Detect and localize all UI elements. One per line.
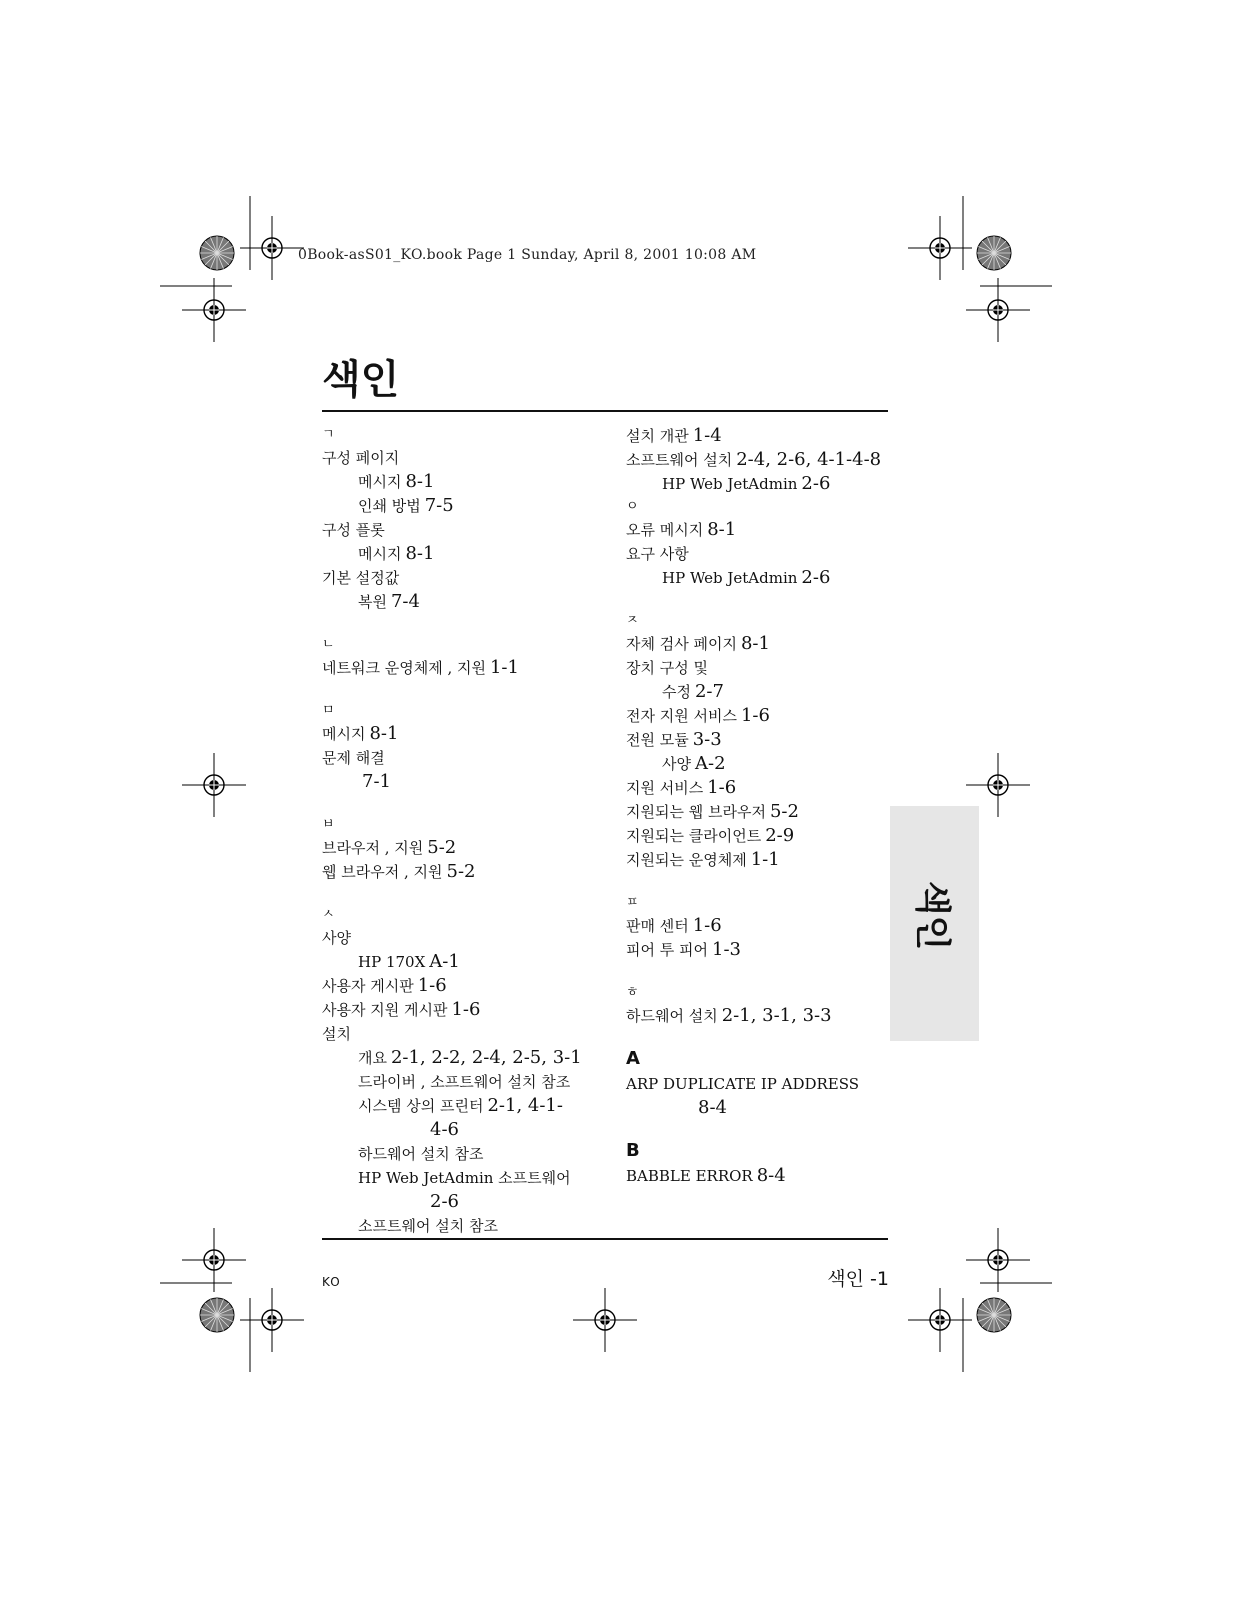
index-entry [322, 1070, 602, 1094]
index-page-ref: 5-2 [769, 801, 799, 822]
index-entry [322, 590, 602, 614]
title-rule [322, 410, 888, 412]
index-entry [626, 448, 896, 472]
index-entry [322, 860, 602, 884]
index-term: 수정 [662, 683, 691, 701]
index-entry [626, 914, 896, 938]
index-page-ref: 8-1 [740, 633, 770, 654]
index-page-ref: 2-1, 4-1- [487, 1095, 563, 1116]
index-page-ref: 2-9 [765, 825, 795, 846]
page-title: 색인 [322, 357, 400, 403]
index-page-ref: 1-6 [451, 999, 481, 1020]
print-stamp: 0Book-asS01_KO.book Page 1 Sunday, April 8, 2001 10:08 AM [298, 247, 757, 263]
index-entry [322, 950, 602, 974]
index-term: BABBLE ERROR [626, 1167, 753, 1185]
index-term: 네트워크 운영체제 , 지원 [322, 659, 486, 677]
index-term: 피어 투 피어 [626, 941, 708, 959]
index-entry [626, 472, 896, 496]
index-entry [322, 566, 602, 590]
index-entry [322, 1166, 602, 1190]
index-term: 전원 모듈 [626, 731, 689, 749]
index-term: 지원되는 클라이언트 [626, 827, 762, 845]
index-entry [322, 1214, 602, 1238]
index-entry [626, 656, 896, 680]
index-letter-heading: ㅂ [322, 817, 335, 832]
index-term: 브라우저 , 지원 [322, 839, 424, 857]
index-term: HP Web JetAdmin [662, 475, 798, 493]
index-term: 지원되는 운영체제 [626, 851, 747, 869]
index-term: 판매 센터 [626, 917, 689, 935]
index-page-ref: 1-6 [417, 975, 447, 996]
index-page-ref: A-2 [694, 753, 726, 774]
index-entry [322, 656, 602, 680]
index-letter-heading: ㄱ [322, 427, 335, 442]
index-letter-heading: ㅍ [626, 895, 639, 910]
index-entry [626, 824, 896, 848]
index-page-ref: 2-1, 3-1, 3-3 [721, 1005, 832, 1026]
index-term: 메시지 [358, 473, 402, 491]
index-entry [626, 728, 896, 752]
index-entry [322, 926, 602, 950]
index-column-right [626, 424, 896, 1188]
index-entry [626, 704, 896, 728]
index-entry [322, 446, 602, 470]
index-letter-heading: ㅎ [626, 985, 639, 1000]
index-page-ref: 2-4, 2-6, 4-1-4-8 [736, 449, 882, 470]
index-page-ref: 7-5 [424, 495, 454, 516]
index-term: 하드웨어 설치 [626, 1007, 718, 1025]
index-term: 메시지 [322, 725, 366, 743]
index-page-ref: 8-1 [369, 723, 399, 744]
index-page-ref: 2-6 [801, 473, 831, 494]
index-page-ref: 2-6 [801, 567, 831, 588]
index-term: 소프트웨어 설치 [626, 451, 733, 469]
index-letter-heading: ㅅ [322, 907, 335, 922]
index-term: 구성 페이지 [322, 449, 400, 467]
index-entry [626, 1072, 896, 1096]
index-letter-heading: ㄴ [322, 637, 335, 652]
index-term: 사용자 게시판 [322, 977, 414, 995]
index-entry [322, 836, 602, 860]
index-page-ref: 1-6 [740, 705, 770, 726]
index-entry [626, 848, 896, 872]
index-entry [626, 566, 896, 590]
index-entry [322, 542, 602, 566]
index-entry [626, 680, 896, 704]
index-entry [322, 1094, 602, 1118]
index-page-ref: 3-3 [692, 729, 722, 750]
index-page-ref: 1-3 [712, 939, 741, 960]
index-page-ref: A-1 [429, 951, 460, 972]
index-entry [626, 424, 896, 448]
index-entry [626, 776, 896, 800]
index-page-ref: 1-6 [707, 777, 737, 798]
index-term: HP 170X [358, 953, 426, 971]
index-page-ref: 8-4 [756, 1165, 786, 1186]
index-entry [322, 746, 602, 770]
page-number: 색인 -1 [827, 1268, 889, 1290]
index-page-ref: 8-1 [405, 543, 435, 564]
index-term: 메시지 [358, 545, 402, 563]
index-term: 기본 설정값 [322, 569, 400, 587]
index-page-ref: 1-1 [750, 849, 780, 870]
index-page-ref: 7-4 [390, 591, 420, 612]
index-entry [322, 1190, 602, 1214]
index-entry [322, 470, 602, 494]
index-term: 사양 [322, 929, 351, 947]
index-letter-heading: A [626, 1048, 640, 1069]
index-term: 구성 플롯 [322, 521, 385, 539]
index-page-ref: 2-1, 2-2, 2-4, 2-5, 3-1 [390, 1047, 582, 1068]
index-entry [322, 1022, 602, 1046]
index-entry [626, 1096, 896, 1120]
index-page-ref: 8-1 [707, 519, 737, 540]
index-letter-heading: ㅈ [626, 613, 639, 628]
index-term: 개요 [358, 1049, 387, 1067]
index-entry [322, 998, 602, 1022]
index-term: 지원 서비스 [626, 779, 704, 797]
index-term: 문제 해결 [322, 749, 385, 767]
section-tab-label: 색인 [911, 880, 953, 951]
index-term: 전자 지원 서비스 [626, 707, 737, 725]
index-entry [626, 752, 896, 776]
index-page-ref: 5-2 [427, 837, 457, 858]
index-term: 설치 개관 [626, 427, 689, 445]
index-term: ARP DUPLICATE IP ADDRESS [626, 1075, 860, 1093]
index-letter-heading: ㅁ [322, 703, 335, 718]
index-term: 사용자 지원 게시판 [322, 1001, 448, 1019]
index-term: 요구 사항 [626, 545, 689, 563]
index-page-ref: 1-6 [692, 915, 722, 936]
index-page-ref: 5-2 [446, 861, 476, 882]
index-entry [322, 1046, 602, 1070]
index-entry [626, 938, 896, 962]
index-term: 드라이버 , 소프트웨어 설치 참조 [358, 1073, 571, 1091]
index-term: 설치 [322, 1025, 351, 1043]
index-term: HP Web JetAdmin [662, 569, 798, 587]
language-code: KO [322, 1275, 341, 1289]
index-page-ref: 1-4 [692, 425, 722, 446]
index-entry [322, 770, 602, 794]
index-letter-heading: B [626, 1140, 640, 1161]
index-entry [322, 974, 602, 998]
index-page-ref: 2-6 [430, 1191, 459, 1212]
index-entry [626, 1164, 896, 1188]
index-page-ref: 8-1 [405, 471, 435, 492]
index-term: 사양 [662, 755, 691, 773]
index-entry [626, 1004, 896, 1028]
index-page-ref: 4-6 [430, 1119, 459, 1140]
index-entry [626, 542, 896, 566]
index-entry [626, 800, 896, 824]
index-entry [322, 518, 602, 542]
index-page-ref: 2-7 [694, 681, 724, 702]
index-term: 복원 [358, 593, 387, 611]
index-term: 소프트웨어 설치 참조 [358, 1217, 498, 1235]
index-letter-heading: ㅇ [626, 499, 639, 514]
index-term: 장치 구성 및 [626, 659, 708, 677]
index-term: 하드웨어 설치 참조 [358, 1145, 484, 1163]
index-term: 시스템 상의 프린터 [358, 1097, 484, 1115]
index-term: 오류 메시지 [626, 521, 704, 539]
index-term: 지원되는 웹 브라우저 [626, 803, 766, 821]
index-entry [322, 1142, 602, 1166]
section-tab [890, 806, 979, 1041]
index-page-ref: 1-1 [489, 657, 519, 678]
index-entry [322, 722, 602, 746]
index-entry [626, 518, 896, 542]
index-column-left [322, 424, 602, 1238]
index-page-ref: 7-1 [362, 771, 391, 792]
index-term: 웹 브라우저 , 지원 [322, 863, 443, 881]
index-entry [322, 1118, 602, 1142]
index-page-ref: 8-4 [698, 1097, 727, 1118]
index-term: HP Web JetAdmin 소프트웨어 [358, 1169, 571, 1187]
index-entry [626, 632, 896, 656]
footer-rule [322, 1238, 888, 1240]
index-entry [322, 494, 602, 518]
index-term: 인쇄 방법 [358, 497, 421, 515]
index-term: 자체 검사 페이지 [626, 635, 737, 653]
